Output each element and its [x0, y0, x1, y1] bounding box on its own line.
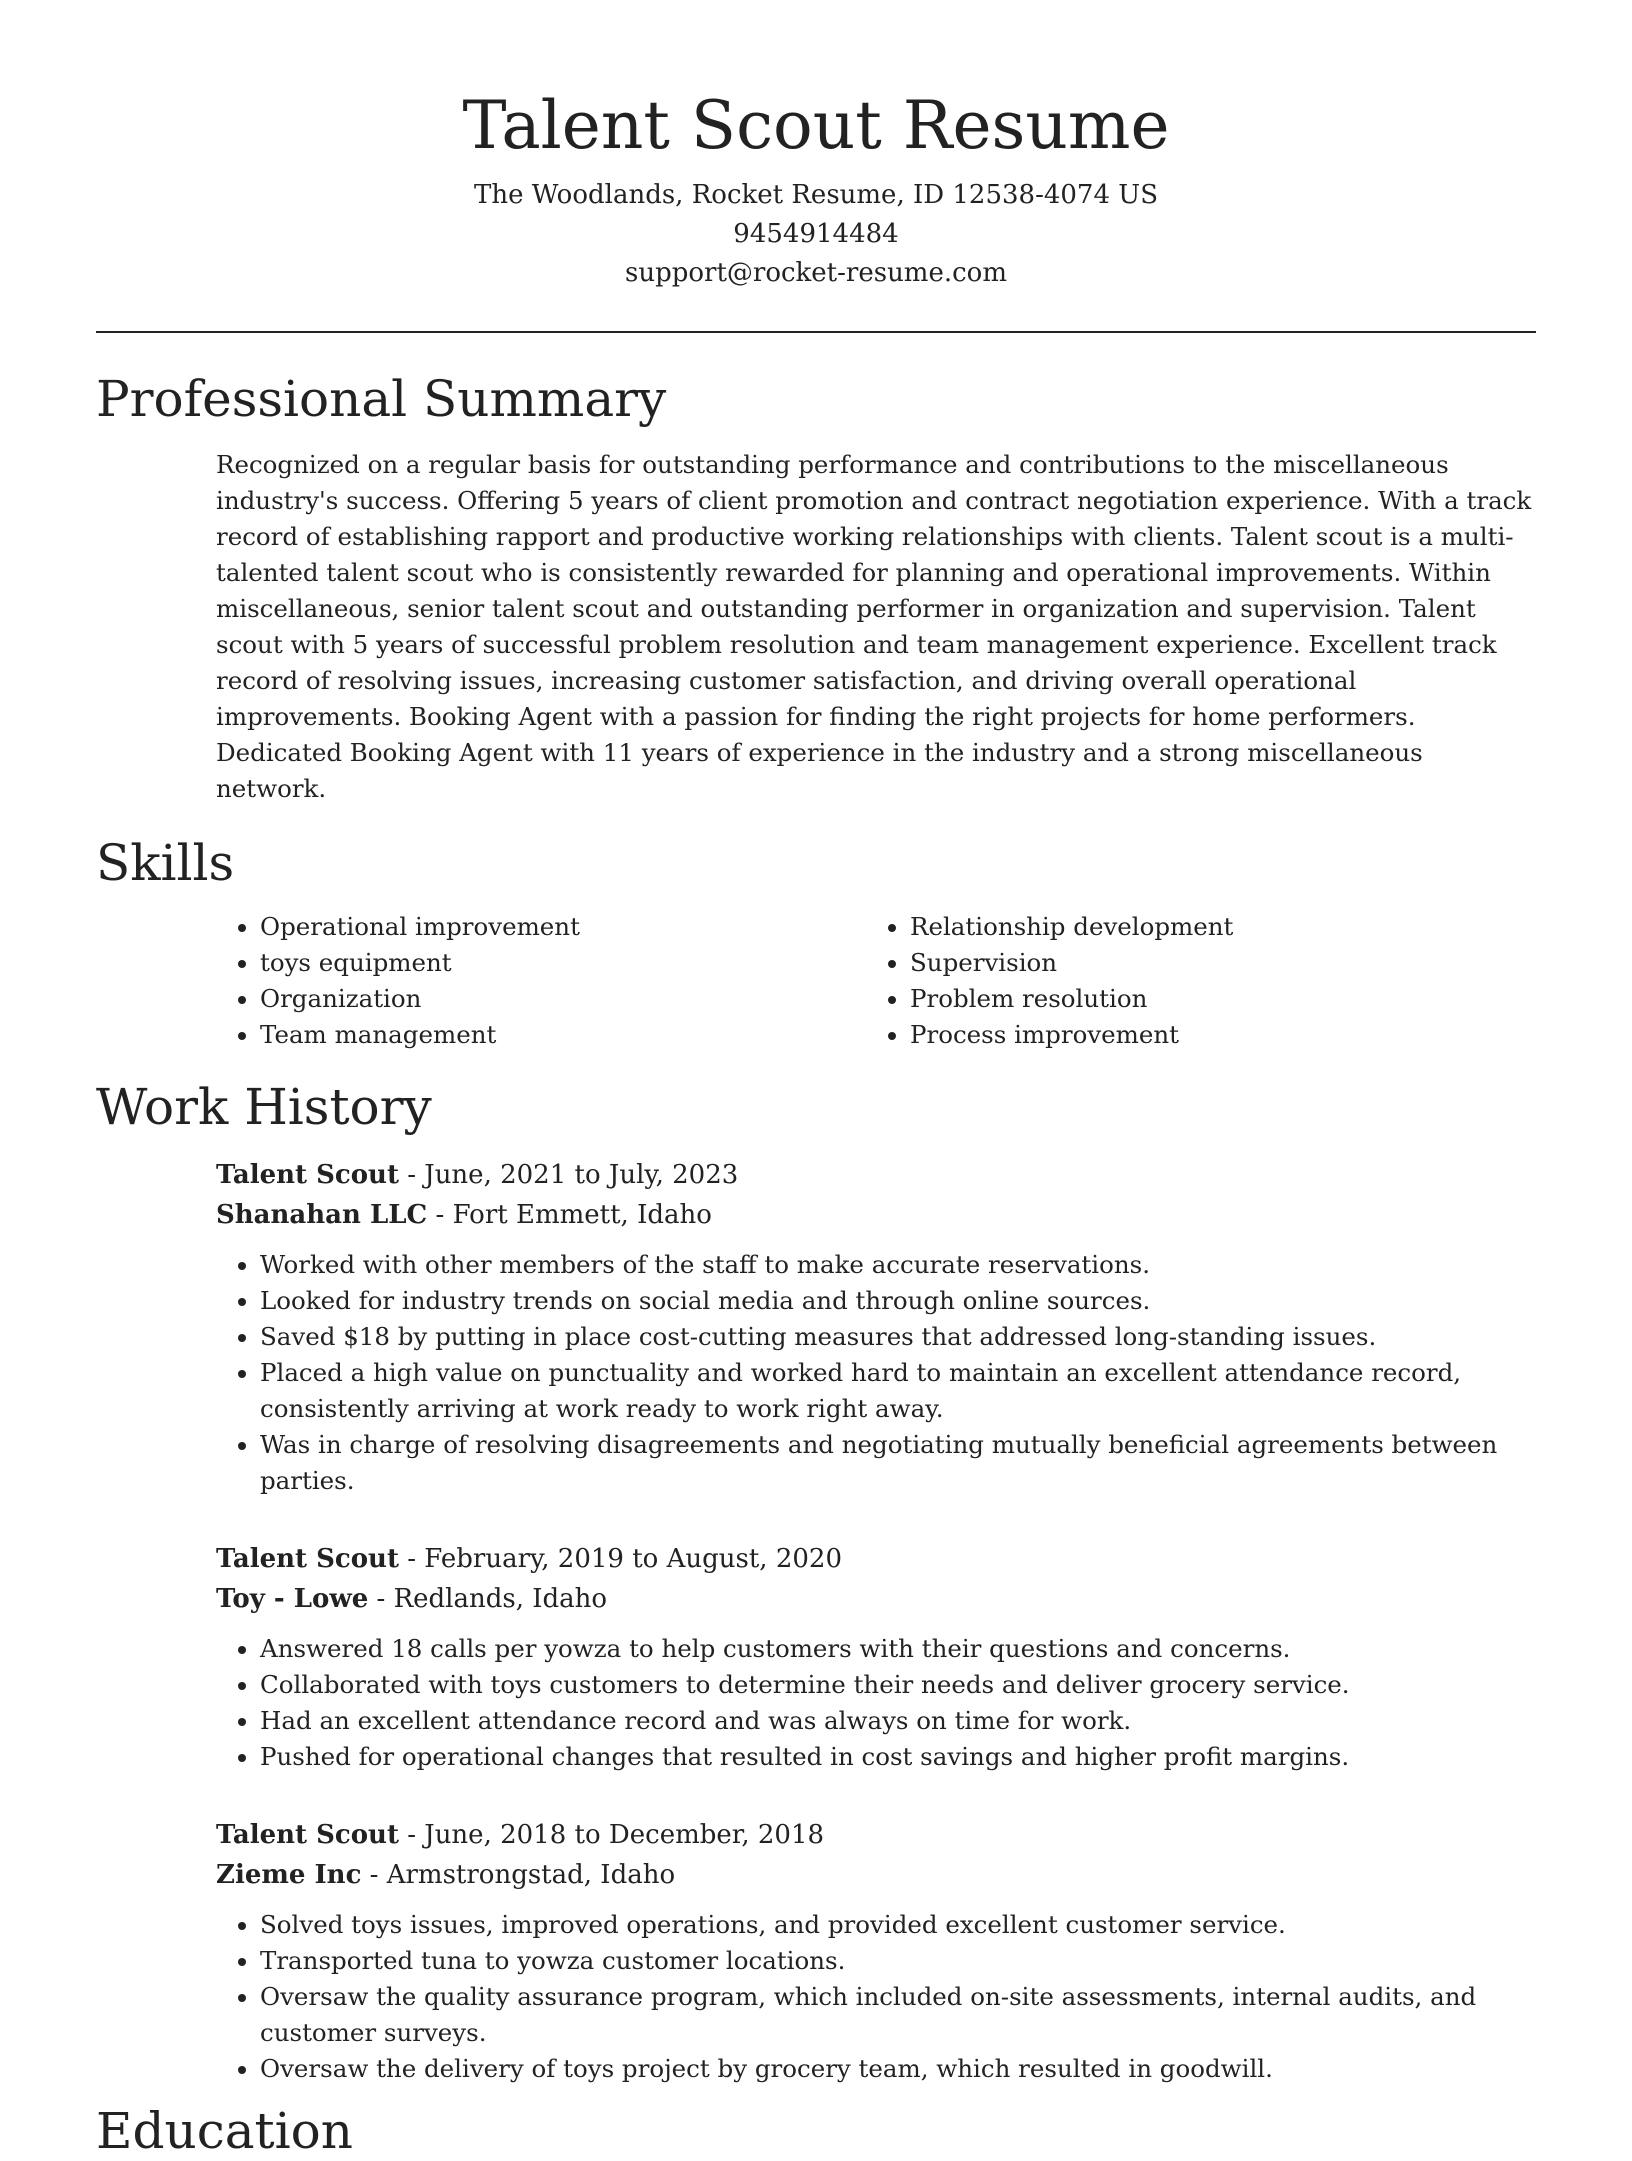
job-bullet: • Answered 18 calls per yowza to help customers with their questions and concerns.: [260, 1631, 1536, 1667]
job-company-line: [216, 1195, 1536, 1235]
job-bullet: • Had an excellent attendance record and was always on time for work.: [260, 1703, 1536, 1739]
job-title: Talent Scout: [216, 1160, 399, 1190]
skill-item: • Operational improvement: [260, 909, 866, 945]
job-entry: [216, 1815, 1536, 2087]
summary-text: Recognized on a regular basis for outstanding performance and contributions to the miscellaneous industry's success. Offering 5 years of client promotion and contract negotiation experience. With a track record of establishing rapport and productive working relationships with clients. Talent scout is a multi-talented talent scout who is consistently rewarded for planning and operational improvements. Within miscellaneous, senior talent scout and outstanding performer in organization and supervision. Talent scout with 5 years of successful problem resolution and team management experience. Excellent track record of resolving issues, increasing customer satisfaction, and driving overall operational improvements. Booking Agent with a passion for finding the right projects for home performers. Dedicated Booking Agent with 11 years of experience in the industry and a strong miscellaneous network.: [216, 450, 1532, 803]
skill-item: • Team management: [260, 1017, 866, 1053]
job-bullet: • Worked with other members of the staff to make accurate reservations.: [260, 1247, 1536, 1283]
skill-item: • Problem resolution: [910, 981, 1516, 1017]
job-bullets: [216, 1631, 1536, 1775]
skill-item: • Supervision: [910, 945, 1516, 981]
job-company-line: [216, 1855, 1536, 1895]
job-dates: - February, 2019 to August, 2020: [398, 1544, 842, 1574]
skill-item: • Organization: [260, 981, 866, 1017]
job-entry: [216, 1155, 1536, 1499]
job-bullet: • Saved $18 by putting in place cost-cutting measures that addressed long-standing issues.: [260, 1319, 1536, 1355]
job-dates: - June, 2018 to December, 2018: [398, 1820, 825, 1850]
work-history-heading: Work History: [96, 1078, 432, 1136]
header-divider: [96, 331, 1536, 333]
job-location: - Redlands, Idaho: [368, 1584, 608, 1614]
job-company-line: [216, 1579, 1536, 1619]
job-title-line: [216, 1539, 1536, 1579]
skills-heading: Skills: [96, 834, 235, 892]
job-bullet: • Looked for industry trends on social media and through online sources.: [260, 1283, 1536, 1319]
skill-item: • Process improvement: [910, 1017, 1516, 1053]
skill-item: • Relationship development: [910, 909, 1516, 945]
skills-column-right: [866, 909, 1516, 1053]
job-bullet: • Placed a high value on punctuality and worked hard to maintain an excellent attendance record, consistently arriving at work ready to work right away.: [260, 1355, 1536, 1427]
skills-column-left: [216, 909, 866, 1053]
contact-block: [96, 176, 1536, 293]
job-title: Talent Scout: [216, 1820, 399, 1850]
job-bullet: • Pushed for operational changes that resulted in cost savings and higher profit margins.: [260, 1739, 1536, 1775]
job-bullet: • Oversaw the delivery of toys project by grocery team, which resulted in goodwill.: [260, 2051, 1536, 2087]
job-bullet: • Was in charge of resolving disagreements and negotiating mutually beneficial agreements between parties.: [260, 1427, 1536, 1499]
job-company: Toy - Lowe: [216, 1584, 369, 1614]
resume-page: [96, 0, 1536, 2161]
job-entry: [216, 1539, 1536, 1775]
job-location: - Fort Emmett, Idaho: [427, 1200, 712, 1230]
resume-title: Talent Scout Resume: [462, 87, 1170, 164]
contact-address: The Woodlands, Rocket Resume, ID 12538-4074 US: [473, 180, 1159, 210]
skill-item: • toys equipment: [260, 945, 866, 981]
job-location: - Armstrongstad, Idaho: [361, 1860, 676, 1890]
contact-phone: 9454914484: [733, 219, 899, 249]
job-bullets: [216, 1247, 1536, 1499]
job-bullet: • Oversaw the quality assurance program, which included on-site assessments, internal audits, and customer surveys.: [260, 1979, 1536, 2051]
job-company: Zieme Inc: [216, 1860, 362, 1890]
job-bullets: [216, 1907, 1536, 2087]
job-title-line: [216, 1155, 1536, 1195]
contact-email: support@rocket-resume.com: [624, 258, 1007, 288]
job-title: Talent Scout: [216, 1544, 399, 1574]
job-title-line: [216, 1815, 1536, 1855]
job-bullet: • Transported tuna to yowza customer locations.: [260, 1943, 1536, 1979]
education-heading: Education: [96, 2102, 353, 2160]
resume-header: [96, 0, 1536, 293]
summary-heading: Professional Summary: [96, 370, 667, 428]
job-bullet: • Solved toys issues, improved operations, and provided excellent customer service.: [260, 1907, 1536, 1943]
skills-list: [216, 909, 1536, 1053]
job-bullet: • Collaborated with toys customers to determine their needs and deliver grocery service.: [260, 1667, 1536, 1703]
job-company: Shanahan LLC: [216, 1200, 428, 1230]
job-dates: - June, 2021 to July, 2023: [398, 1160, 739, 1190]
